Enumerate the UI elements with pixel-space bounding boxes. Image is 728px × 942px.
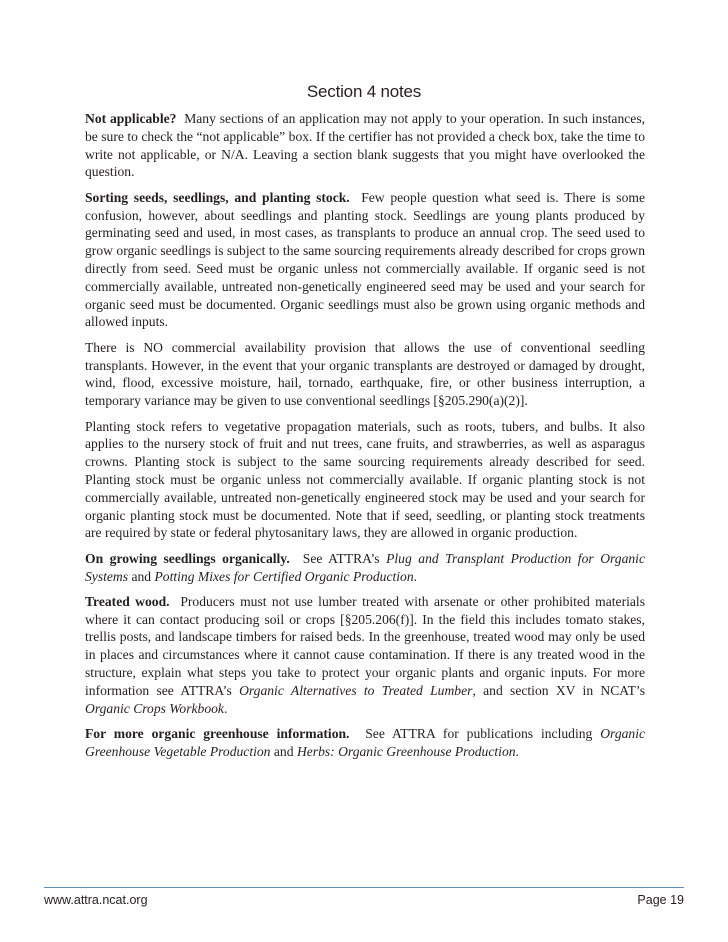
- paragraph-text: See ATTRA’s: [302, 550, 380, 566]
- paragraph-growing-seedlings: [85, 550, 645, 586]
- paragraph-text: .: [223, 700, 228, 716]
- footer-url-link[interactable]: www.attra.ncat.org: [44, 893, 148, 907]
- paragraph-heading: On growing seedlings organically.: [85, 550, 290, 566]
- paragraph-heading: Sorting seeds, seedlings, and planting stock.: [85, 189, 350, 205]
- publication-title: Potting Mixes for Certified Organic Production: [154, 568, 414, 584]
- paragraph-treated-wood: [85, 593, 645, 718]
- publication-title: Organic Greenhouse Vegetable Production: [85, 726, 646, 759]
- paragraph-not-applicable: [85, 110, 645, 181]
- paragraph-text: Many sections of an application may not apply to your operation. In such instances, be sure to check the “not applicable” box. If the certifier has not provided a check box, take the time to write not applicable, or N/A. Leaving a section blank suggests that you might have overlooked the question.: [85, 111, 646, 180]
- section-body: [85, 110, 645, 768]
- footer-rule: [44, 887, 684, 888]
- paragraph-text: and: [131, 568, 152, 584]
- publication-title: Plug and Transplant Production for Organic Systems: [85, 550, 645, 584]
- paragraph-text: See ATTRA for publications including: [365, 726, 593, 742]
- paragraph-heading: For more organic greenhouse information.: [85, 726, 350, 742]
- paragraph-text: .: [515, 743, 519, 759]
- paragraph-text: .: [413, 568, 418, 584]
- paragraph-heading: Treated wood.: [85, 593, 170, 609]
- paragraph-planting-stock: [85, 418, 645, 543]
- paragraph-text: Planting stock refers to vegetative propagation materials, such as roots, tubers, and bulbs. It also applies to the nursery stock of fruit and nut trees, cane fruits, and strawberries, as well as asparagus crowns. Planting stock is subject to the same sourcing requirements already described for seed. Planting stock must be organic unless not commercially available. If organic planting stock is not commercially available, untreated non-genetically engineered stock may be used and your search for organic planting stock must be documented. Note that if seed, seedling, or planting stock treatments are required by state or federal phytosanitary laws, they are allowed in organic production.: [85, 418, 645, 541]
- publication-title: Herbs: Organic Greenhouse Production: [296, 743, 516, 759]
- paragraph-text: , and section XV in NCAT’s: [472, 682, 645, 698]
- publication-title: Organic Alternatives to Treated Lumber: [239, 682, 473, 698]
- paragraph-text: There is NO commercial availability provision that allows the use of conventional seedling transplants. However, in the event that your organic transplants are destroyed or damaged by drought, wind, flood, excessive moisture, hail, tornado, earthquake, fire, or other business interruption, a temporary variance may be given to use conventional seedlings [§205.290(a)(2)].: [85, 339, 645, 409]
- section-title: Section 4 notes: [306, 82, 422, 101]
- paragraph-text: Few people question what seed is. There is some confusion, however, about seedlings and planting stock. Seedlings are young plants produced by germinating seed and used, in most cases, as transplants to produce an annual crop. The seed used to grow organic seedlings is subject to the same sourcing requirements already described for crops grown directly from seed. Seed must be organic unless not commercially available. If organic seed is not commercially available, untreated non-genetically engineered seed may be used and your search for organic seed must be documented. Organic seedlings must also be grown using organic methods and allowed inputs.: [85, 189, 646, 330]
- paragraph-text: Producers must not use lumber treated with arsenate or other prohibited materials where it can contact producing soil or crops [§205.206(f)]. In the field this includes tomato stakes, trellis posts, and landscape timbers for raised beds. In the greenhouse, treated wood may only be used in places and circumstances where it cannot cause contamination. If there is any treated wood in the structure, explain what steps you take to protect your organic plants and organic inputs. For more information see ATTRA’s: [85, 593, 645, 698]
- publication-title: Organic Crops Workbook: [85, 700, 224, 716]
- paragraph-heading: Not applicable?: [85, 111, 177, 126]
- paragraph-text: and: [273, 743, 294, 759]
- paragraph-sorting: [85, 189, 645, 331]
- page-number: Page 19: [637, 893, 684, 907]
- paragraph-more-info: [85, 725, 645, 761]
- paragraph-no-commercial: [85, 339, 645, 410]
